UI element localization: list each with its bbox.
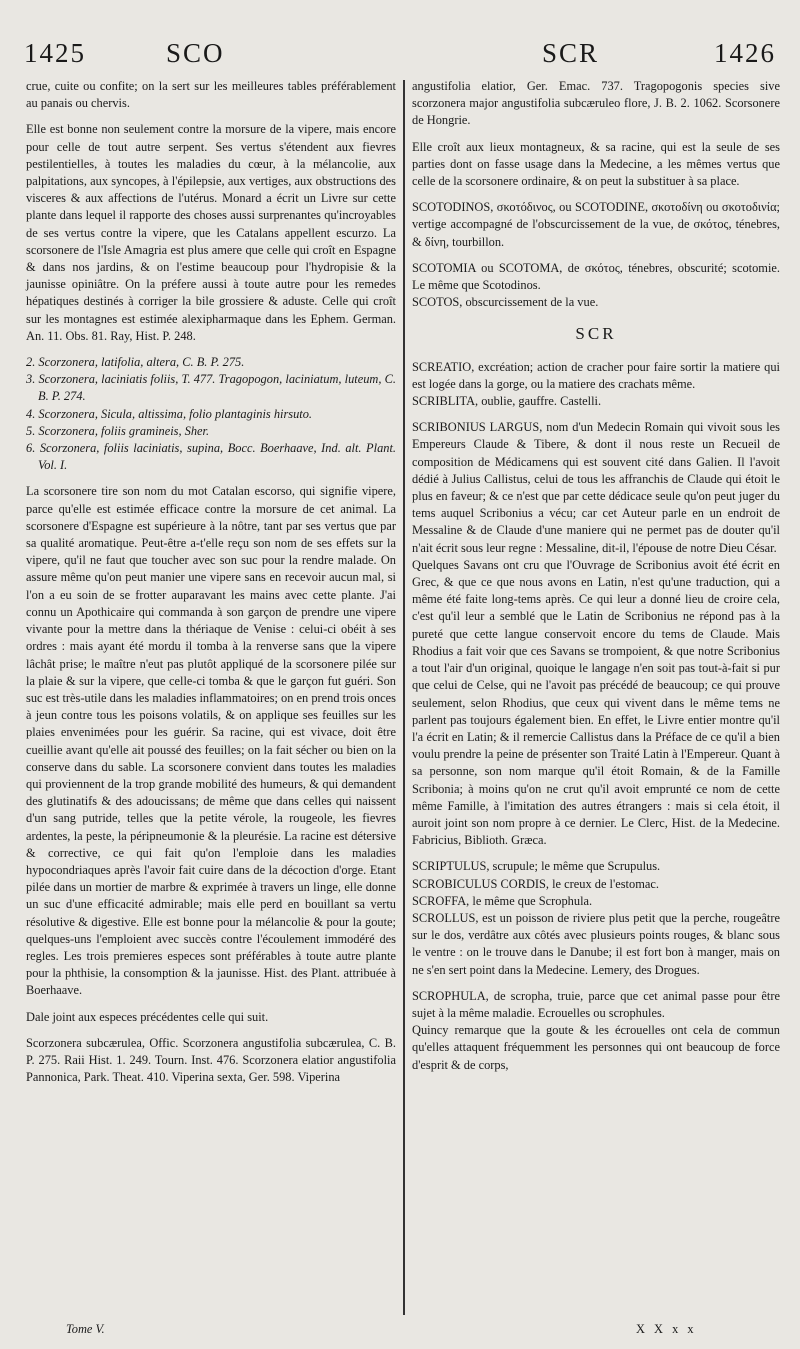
entry-scriptulus: SCRIPTULUS, scrupule; le même que Scrupulus. xyxy=(412,859,661,874)
paragraph: crue, cuite ou confite; on la sert sur les meilleures tables préférablement au panais ou chervis. xyxy=(26,79,396,111)
list-item: 6. Scorzonera, foliis laciniatis, supina, Bocc. Boerhaave, Ind. alt. Plant. Vol. I. xyxy=(26,441,396,473)
column-divider xyxy=(403,80,405,1315)
entry-scribonius: SCRIBONIUS LARGUS, nom d'un Medecin Romain qui vivoit sous les Empereurs Claude & Tibere, & dont il nous reste un Recueil de composition de Médicamens qui est souvent cité dans Galien. Il l'avoit dédié à Julius Callistus, celui de tous les affranchis de Claude qui étoit le plus en faveur; & ce n'est que par cette dédicace seule qu'on peut juger du tems auquel Scribonius a vécu; car cet Auteur parle en un endroit de Messaline & de Claude d'une maniere qui ne permet pas de douter qu'il n'ait écrit sous leur regne : Messaline, dit-il, l'épouse de notre Dieu César. xyxy=(412,420,780,555)
entry-screatio: SCREATIO, excréation; action de cracher pour faire sortir la matiere qui est logée dans la gorge, ou la matiere des crachats même. xyxy=(412,359,780,391)
left-column xyxy=(26,78,396,1086)
paragraph: Elle est bonne non seulement contre la morsure de la vipere, mais encore pour celle de tout autre serpent. Ses vertus s'étendent aux fievres pestilentielles, à toutes les maladies du cœur, à la mélancolie, aux palpitations, aux syncopes, à l'épilepsie, aux vertiges, aux obstructions des visceres & aux affections de l'utérus. Monard a écrit un Livre sur cette plante dans lequel il rapporte des choses aussi surprenantes qu'incroyables de ses vertus contre la vipere, que les Catalans appellent escurzo. La scorsonere de l'Isle Amagria est plus amere que celle qui croît en Espagne & dans nos jardins, & on l'estime beaucoup pour l'hydropisie & la jaunisse opiniâtre. On la préfere aussi à toute autre pour les remedes hépatiques destinés à corriger la bile grossiere & aduste. Celle qui croît sur les montagnes est estimée alexipharmaque dans les Ephem. German. An. 11. Obs. 81. Ray, Hist. P. 248. xyxy=(26,122,396,343)
list-item: 5. Scorzonera, foliis gramineis, Sher. xyxy=(26,423,210,438)
right-column xyxy=(412,78,780,1074)
entry-scotos: SCOTOS, obscurcissement de la vue. xyxy=(412,295,599,310)
paragraph: Scorzonera subcærulea, Offic. Scorzonera angustifolia subcærulea, C. B. P. 275. Raii Hist. 1. 249. Tourn. Inst. 476. Scorzonera elatior angustifolia Pannonica, Park. Theat. 410. Viperina sexta, Ger. 598. Viperina xyxy=(26,1035,396,1085)
section-heading: SCR xyxy=(575,324,617,344)
page-number-right: 1426 xyxy=(714,38,776,68)
list-item: 3. Scorzonera, laciniatis foliis, T. 477. Tragopogon, laciniatum, luteum, C. B. P. 274. xyxy=(26,372,396,404)
entry-scotodinos: SCOTODINOS, σκοτόδινος, ou SCOTODINE, σκοτοδίνη ou σκοτοδινία; vertige accompagné de l'obscurcissement de la vue, de σκότος, ténebres, & δίνη, tourbillon. xyxy=(412,200,780,249)
entry-scotomia: SCOTOMIA ou SCOTOMA, de σκότος, ténebres, obscurité; scotomie. Le même que Scotodinos. xyxy=(412,260,780,293)
page-number-left: 1425 xyxy=(24,38,86,68)
paragraph: Elle croît aux lieux montagneux, & sa racine, qui est la seule de ses parties dont on fasse usage dans la Medecine, a les mêmes vertus que celle de la scorsonere ordinaire, & on peut la substituer à sa place. xyxy=(412,139,780,189)
entry-scriblita: SCRIBLITA, oublie, gauffre. Castelli. xyxy=(412,394,602,409)
paragraph: angustifolia elatior, Ger. Emac. 737. Tragopogonis species sive scorzonera major angustifolia subcæruleo flore, J. B. 2. 1062. Scorsonere de Hongrie. xyxy=(412,79,780,128)
list-item: 4. Scorzonera, Sicula, altissima, folio plantaginis hirsuto. xyxy=(26,406,313,421)
entry-scroffa: SCROFFA, le même que Scrophula. xyxy=(412,893,593,908)
running-header xyxy=(24,38,776,74)
volume-label: Tome V. xyxy=(66,1322,105,1336)
list-item: 2. Scorzonera, latifolia, altera, C. B. P. 275. xyxy=(26,355,245,370)
running-title-left: SCO xyxy=(166,38,225,68)
running-title-right: SCR xyxy=(542,38,600,68)
species-list xyxy=(26,354,396,474)
entry-scrobiculus: SCROBICULUS CORDIS, le creux de l'estomac. xyxy=(412,876,659,891)
entry-scrollus: SCROLLUS, est un poisson de riviere plus petit que la perche, rougeâtre sur le dos, verdâtre aux côtés avec plusieurs points rouges, & blanc sous le ventre : on le trouve dans le Danube; il est fort bon à manger, mais on ne s'en sert point dans la Medecine. Lemery, des Drogues. xyxy=(412,910,780,977)
paragraph: La scorsonere tire son nom du mot Catalan escorso, qui signifie vipere, parce qu'elle est estimée efficace contre la morsure de cet animal. La scorsonere d'Espagne est supérieure à la nôtre, tant par ses vertus que par sa qualité aromatique. Peut-être a-t'elle reçu son nom de ses effets sur la vipere, qu'il ne faut que toucher avec son suc pour la rendre malade. On assure même qu'on peut manier une vipere sans en recevoir aucun mal, si l'on a eu soin de se frotter auparavant les mains avec cette plante. J'ai connu un Apothicaire qui commanda à son garçon de prendre une vipere vivante pour la mettre dans la thériaque de Venise : celui-ci obéit à ses ordres : mais ayant été mordu il tomba à la renverse sans que la vipere lâchât prise; le maître n'eut pas plutôt appliqué de la scorsonere pilée sur la plaie & sur la vipere, que celle-ci tomba & que le garçon fut guéri. Son suc est très-utile dans les maladies inflammatoires; on en prend trois onces à jeun contre tous les poisons volatils, & on applique ses feuilles sur les plaies envenimées pour les guérir. Sa racine, qui est vivace, doit être cueillie avant qu'elle ait poussé des feuilles; on la fait sécher ou bien on la conserve dans du sable. La scorsonere convient dans toutes les maladies qui proviennent de la trop grande mobilité des humeurs, & qui demandent des glutinatifs & des adoucissans; de même que dans celles qui naissent d'un sang putride, telles que la petite vérole, la rougeole, les fievres ardentes, la peste, la péripneumonie & la pleurésie. La racine est détersive & corrective, ce qui fait qu'on l'emploie dans les maladies hypocondriaques après l'avoir fait cuire dans de la décoction d'orge. Etant pilée dans un mortier de marbre & exprimée à travers un linge, elle donne un suc d'une efficacité admirable; mais elle perd en bouillant sa vertu résolutive & digestive. Elle est bonne pour la mélancolie & pour la goute; quelques-uns l'emploient avec succès contre l'écoulement immodéré des regles. Les trois premieres especes sont préférables à toute autre plante pour la phthisie, la consomption & la jaunisse. Hist. des Plant. attribuée à Boerhaave. xyxy=(26,484,396,998)
paragraph: Quelques Savans ont cru que l'Ouvrage de Scribonius avoit été écrit en Grec, & que ce que nous avons en Latin, n'est qu'une traduction, qui a même été faite long-tems après. Ce qui leur a donné lieu de croire cela, c'est qu'il leur a semblé que le Latin de Scribonius ne répond pas à la pureté que cette langue conservoit encore du tems de Claude. Mais Rhodius a fait voir que ces Savans se trompoient, & que notre Scribonius a tout l'air d'un original, quoique le langage n'en soit pas tout-à-fait si pur que celui de Celse, qui ne l'avoit pas précédé de beaucoup; ce qui prouve seulement, selon Rhodius, que ceux qui vivent dans le même tems ne parlent pas toujours également bien. En effet, le Livre entier montre qu'il l'a écrit en Latin; & il remercie Callistus dans la Préface de ce qu'il a bien voulu prendre la peine de présenter son Traité Latin à l'Empereur. Quant à sa personne, son nom marque qu'il étoit Romain, & de la Famille Scribonia; à moins qu'on ne crut qu'il avoit emprunté ce nom de cette même Famille, à l'imitation des autres étrangers : mais si cela étoit, il auroit joint son nom propre à ce dernier. Le Clerc, Hist. de la Medecine. Fabricius, Biblioth. Græca. xyxy=(412,557,780,848)
paragraph: Dale joint aux especes précédentes celle qui suit. xyxy=(26,1009,269,1024)
paragraph: Quincy remarque que la goute & les écrouelles ont cela de commun qu'elles attaquent fréquemment les personnes qui ont beaucoup de force d'esprit & de corps, xyxy=(412,1023,780,1072)
entry-scrophula: SCROPHULA, de scropha, truie, parce que cet animal passe pour être sujet à la même maladie. Ecrouelles ou scrophules. xyxy=(412,988,780,1020)
signature-mark: X X x x xyxy=(636,1322,697,1336)
